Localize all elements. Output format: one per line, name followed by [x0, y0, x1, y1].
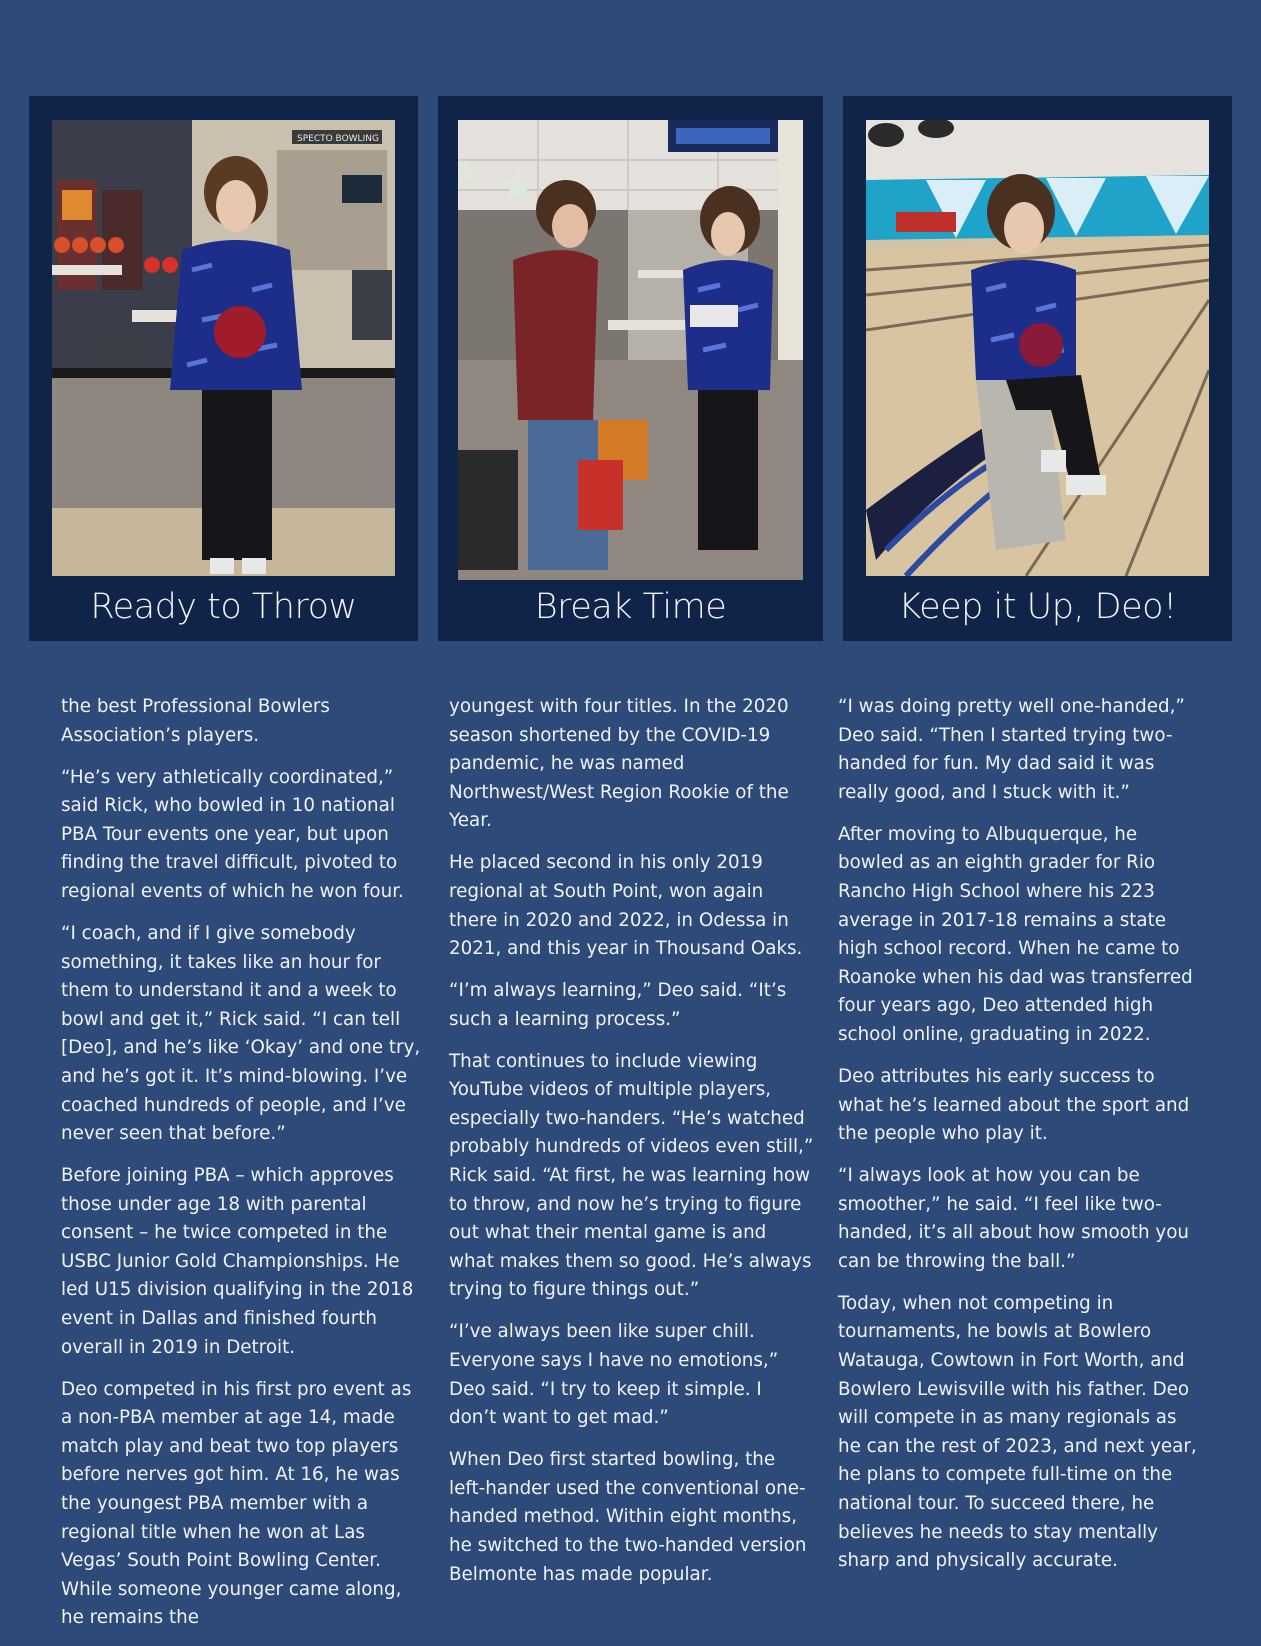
- paragraph: “I’ve always been like super chill. Everyone says I have no emotions,” Deo said. “I try to keep it simple. I don’t want to get mad.”: [449, 1321, 779, 1429]
- paragraph: “I was doing pretty well one-handed,” Deo said. “Then I started trying two-handed for fun. My dad said it was really good, and I stuck with it.”: [838, 696, 1185, 803]
- article-column-2: [449, 693, 814, 1603]
- photo-card-keep-it-up: [843, 96, 1232, 641]
- paragraph: youngest with four titles. In the 2020 season shortened by the COVID-19 pandemic, he was named Northwest/West Region Rookie of the Year.: [449, 696, 789, 832]
- paragraph: “He’s very athletically coordinated,” said Rick, who bowled in 10 national PBA Tour events one year, but upon finding the travel difficult, pivoted to regional events of which he won four.: [61, 766, 404, 902]
- paragraph: Before joining PBA – which approves those under age 18 with parental consent – he twice competed in the USBC Junior Gold Championships. He led U15 division qualifying in the 2018 event in Dallas and finished fourth overall in 2019 in Detroit.: [61, 1165, 414, 1358]
- caption-break-time: Break Time: [534, 587, 727, 627]
- paragraph: the best Professional Bowlers Association’s players.: [61, 696, 330, 746]
- caption-ready-to-throw: Ready to Throw: [90, 587, 357, 627]
- paragraph: That continues to include viewing YouTube videos of multiple players, especially two-handers. “He’s watched probably hundreds of videos even still,” Rick said. “At first, he was learning how to throw, and now he’s trying to figure out what their mental game is and what makes them so good. He’s always trying to figure things out.”: [449, 1050, 814, 1301]
- two-bowlers-photo: [458, 120, 803, 580]
- photo-card-break-time: [438, 96, 823, 641]
- paragraph: Today, when not competing in tournaments, he bowls at Bowlero Watauga, Cowtown in Fort Worth, and Bowlero Lewisville with his father. Deo will compete in as many regionals as he can the rest of 2023, and next year, he plans to compete full-time on the national tour. To succeed there, he believes he needs to stay mentally sharp and physically accurate.: [838, 1292, 1197, 1572]
- paragraph: Deo attributes his early success to what he’s learned about the sport and the people who play it.: [838, 1065, 1190, 1145]
- specto-sign: SPECTO BOWLING: [297, 134, 379, 144]
- article-column-3: [838, 693, 1204, 1589]
- photo-ready-to-throw: [52, 120, 395, 576]
- paragraph: “I always look at how you can be smoother,” he said. “I feel like two-handed, it’s all about how smooth you can be throwing the ball.”: [838, 1165, 1189, 1272]
- paragraph: “I coach, and if I give somebody something, it takes like an hour for them to understand it and a week to bowl and get it,” Rick said. “I can tell [Deo], and he’s like ‘Okay’ and one try, and he’s got it. It’s mind-blowing. I’ve coached hundreds of people, and I’ve never seen that before.”: [61, 922, 421, 1145]
- photo-keep-it-up: [866, 120, 1209, 576]
- bowler-seated-lanes-photo: [866, 120, 1209, 576]
- article-column-1: [61, 693, 423, 1646]
- paragraph: “I’m always learning,” Deo said. “It’s such a learning process.”: [449, 980, 787, 1030]
- photo-break-time: [458, 120, 803, 580]
- paragraph: He placed second in his only 2019 regional at South Point, won again there in 2020 and 2022, in Odessa in 2021, and this year in Thousand Oaks.: [449, 852, 803, 960]
- paragraph: Deo competed in his first pro event as a non-PBA member at age 14, made match play and beat two top players before nerves got him. At 16, he was the youngest PBA member with a regional title when he won at Las Vegas’ South Point Bowling Center. While someone younger came along, he remains the: [61, 1378, 412, 1629]
- paragraph: When Deo first started bowling, the left-hander used the conventional one-handed method. Within eight months, he switched to the two-handed version Belmonte has made popular.: [449, 1449, 807, 1585]
- paragraph: After moving to Albuquerque, he bowled as an eighth grader for Rio Rancho High School where his 223 average in 2017-18 remains a state high school record. When he came to Roanoke when his dad was transferred four years ago, Deo attended high school online, graduating in 2022.: [838, 823, 1193, 1045]
- caption-keep-it-up: Keep it Up, Deo!: [898, 587, 1177, 627]
- photo-card-ready-to-throw: [29, 96, 418, 641]
- bowler-standing-photo: [52, 120, 395, 576]
